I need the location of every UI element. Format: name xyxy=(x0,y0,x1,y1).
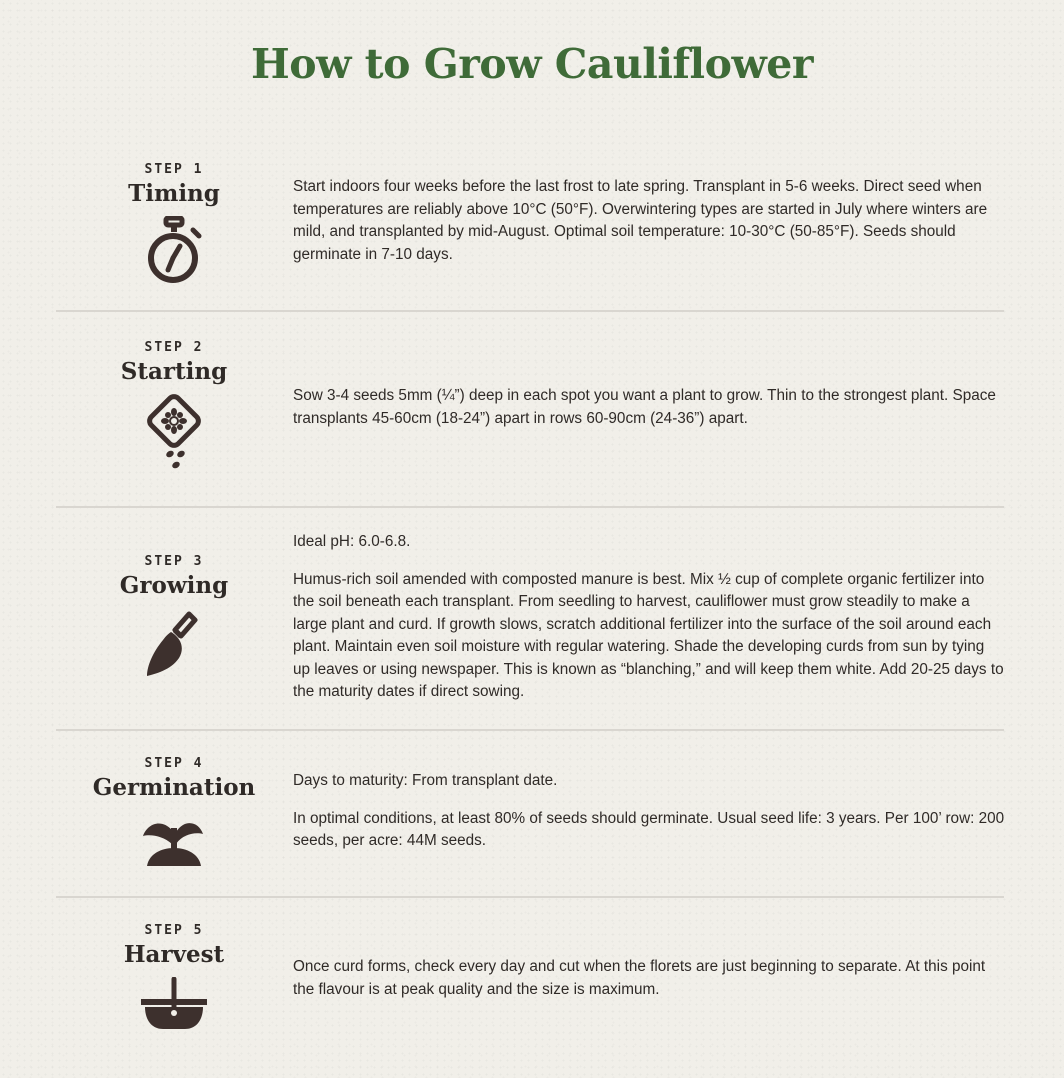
section-divider xyxy=(56,729,1004,731)
step-name: Harvest xyxy=(123,941,225,968)
trowel-icon xyxy=(141,608,207,678)
step-heading xyxy=(56,756,292,868)
step-name: Timing xyxy=(128,180,220,207)
section-divider xyxy=(56,506,1004,508)
step-label: STEP 4 xyxy=(144,756,204,771)
step-text: Sow 3-4 seeds 5mm (¼”) deep in each spot you want a plant to grow. Thin to the strongest plant. Space transplants 45-60cm (18-24”) apart in rows 60-90cm (24-36”) apart. xyxy=(293,387,996,427)
step-name: Germination xyxy=(92,774,256,801)
step-text: In optimal conditions, at least 80% of seeds should germinate. Usual seed life: 3 years. Per 100’ row: 200 seeds, per acre: 44M seeds. xyxy=(293,809,1005,849)
step-text: Once curd forms, check every day and cut when the florets are just beginning to separate. At this point the flavour is at peak quality and the size is maximum. xyxy=(293,958,986,998)
basket-icon xyxy=(139,977,209,1035)
step-label: STEP 5 xyxy=(144,923,204,938)
section-divider xyxy=(56,310,1004,312)
step-heading xyxy=(56,162,292,288)
section-divider xyxy=(56,896,1004,898)
step-label: STEP 1 xyxy=(144,162,204,177)
step-heading xyxy=(56,554,292,678)
step-heading xyxy=(56,340,292,478)
step-text: Humus-rich soil amended with composted manure is best. Mix ½ cup of complete organic fertilizer into the soil beneath each transplant. From seedling to harvest, cauliflower must grow steadily to make a large plant and curd. If growth slows, scratch additional fertilizer into the surface of the soil around each plant. Maintain even soil moisture with regular watering. Shade the developing curds from sun by tying up leaves or using newspaper. This is known as “blanching,” and will keep them white. Add 20-25 days to the maturity dates if direct sowing. xyxy=(293,570,1004,700)
step-heading xyxy=(56,923,292,1035)
step-name: Starting xyxy=(120,358,228,385)
step-label: STEP 3 xyxy=(144,554,204,569)
step-text: Days to maturity: From transplant date. xyxy=(293,772,558,789)
step-text: Start indoors four weeks before the last frost to late spring. Transplant in 5-6 weeks. Direct seed when temperatures are reliably above 10°C (50°F). Overwintering types are started in July where winters are mild, and transplanted by mid-August. Optimal soil temperature: 10-30°C (50-85°F). Seeds should germinate in 7-10 days. xyxy=(293,178,988,263)
sprout-icon xyxy=(141,810,207,868)
page-title: How to Grow Cauliflower xyxy=(251,40,813,88)
step-name: Growing xyxy=(119,572,229,599)
stopwatch-icon xyxy=(142,216,206,288)
step-label: STEP 2 xyxy=(144,340,204,355)
seed-packet-icon xyxy=(141,394,207,478)
step-text: Ideal pH: 6.0-6.8. xyxy=(293,533,411,550)
